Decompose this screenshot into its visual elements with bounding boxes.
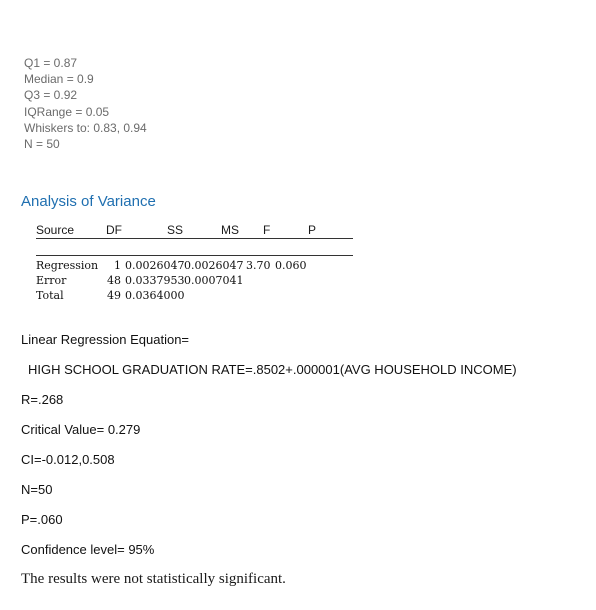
critical-value: Critical Value= 0.279 (21, 422, 141, 437)
table-row (36, 273, 336, 288)
row-ms: 0.0007041 (184, 274, 244, 287)
table-row (36, 288, 336, 303)
confidence-level: Confidence level= 95% (21, 542, 155, 557)
anova-table-rule (36, 255, 353, 256)
iqr-value: IQRange = 0.05 (24, 104, 110, 119)
summary-statistics (24, 55, 147, 152)
row-source: Error (36, 274, 67, 287)
row-df: 1 (114, 259, 121, 272)
confidence-interval: CI=-0.012,0.508 (21, 452, 115, 467)
sample-size: N=50 (21, 482, 53, 497)
row-ss: 0.0026047 (125, 259, 185, 272)
row-ss: 0.0364000 (125, 289, 185, 302)
whiskers-value: Whiskers to: 0.83, 0.94 (24, 120, 147, 135)
row-source: Total (36, 289, 64, 302)
q3-value: Q3 = 0.92 (24, 88, 78, 103)
conclusion-text: The results were not statistically significant. (21, 571, 286, 587)
table-row (36, 258, 336, 273)
anova-heading: Analysis of Variance (21, 193, 156, 210)
column-header-p: P (308, 223, 317, 237)
column-header-f: F (263, 223, 271, 237)
row-df: 49 (107, 289, 121, 302)
anova-table-header (36, 223, 353, 239)
median-value: Median = 0.9 (24, 72, 94, 87)
anova-table-body (36, 258, 336, 303)
row-f: 3.70 (246, 259, 271, 272)
q1-value: Q1 = 0.87 (24, 56, 78, 70)
row-ms: 0.0026047 (184, 259, 244, 272)
column-header-ms: MS (221, 223, 239, 237)
row-p: 0.060 (275, 259, 307, 272)
row-ss: 0.0337953 (125, 274, 185, 287)
n-value: N = 50 (24, 137, 60, 152)
row-source: Regression (36, 259, 99, 272)
column-header-ss: SS (167, 223, 184, 237)
column-header-source: Source (36, 223, 75, 237)
regression-equation: HIGH SCHOOL GRADUATION RATE=.8502+.000001(AVG HOUSEHOLD INCOME) (28, 362, 517, 377)
regression-equation-label: Linear Regression Equation= (21, 332, 190, 347)
p-value: P=.060 (21, 512, 63, 527)
row-df: 48 (107, 274, 121, 287)
r-value: R=.268 (21, 392, 64, 407)
column-header-df: DF (106, 223, 122, 237)
